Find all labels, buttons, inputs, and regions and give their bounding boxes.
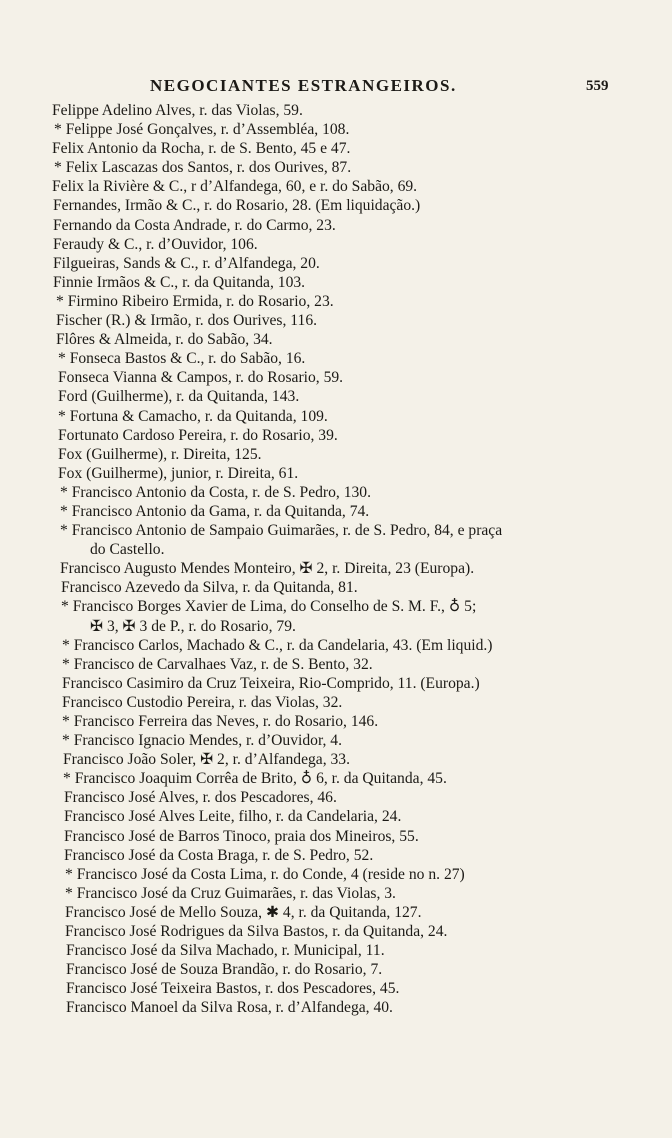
list-item: Fox (Guilherme), r. Direita, 125.	[58, 445, 262, 463]
list-item: Fonseca Vianna & Campos, r. do Rosario, 59.	[58, 369, 344, 387]
list-item: Francisco José de Souza Brandão, r. do Rosario, 7.	[66, 961, 383, 979]
list-item: Francisco Casimiro da Cruz Teixeira, Rio-Comprido, 11. (Europa.)	[62, 674, 480, 692]
list-item: * Francisco Joaquim Corrêa de Brito, ♁ 6, r. da Quitanda, 45.	[63, 770, 447, 788]
list-item: * Francisco Ferreira das Neves, r. do Rosario, 146.	[62, 713, 379, 730]
page-number: 559	[586, 78, 609, 94]
list-item: Felix Antonio da Rocha, r. de S. Bento, 45 e 47.	[52, 140, 351, 158]
list-item: Francisco Custodio Pereira, r. das Violas, 32.	[62, 693, 343, 711]
list-item: * Firmino Ribeiro Ermida, r. do Rosario, 23.	[56, 292, 334, 310]
list-item: Felippe Adelino Alves, r. das Violas, 59.	[52, 102, 303, 119]
list-item: * Felix Lascazas dos Santos, r. dos Ourives, 87.	[54, 159, 352, 177]
list-item: * Fonseca Bastos & C., r. do Sabão, 16.	[58, 350, 306, 368]
page-header	[0, 76, 672, 100]
list-item: Francisco José Alves, r. dos Pescadores, 46.	[64, 789, 337, 807]
list-item: Filgueiras, Sands & C., r. d’Alfandega, 20.	[53, 254, 320, 272]
list-item: * Francisco José da Cruz Guimarães, r. das Violas, 3.	[65, 884, 396, 902]
list-item: Ford (Guilherme), r. da Quitanda, 143.	[58, 388, 300, 406]
list-item: Francisco José Alves Leite, filho, r. da Candelaria, 24.	[64, 808, 402, 826]
list-item: * Francisco José da Costa Lima, r. do Conde, 4 (reside no n. 27)	[65, 865, 465, 883]
list-item: * Francisco Antonio de Sampaio Guimarães, r. de S. Pedro, 84, e praça	[60, 522, 503, 540]
list-item: Feraudy & C., r. d’Ouvidor, 106.	[53, 235, 258, 253]
list-item: Flôres & Almeida, r. do Sabão, 34.	[56, 331, 273, 349]
list-item: Francisco José Rodrigues da Silva Bastos, r. da Quitanda, 24.	[65, 923, 448, 941]
list-item: * Francisco Antonio da Costa, r. de S. Pedro, 130.	[60, 483, 371, 501]
list-item: Fox (Guilherme), junior, r. Direita, 61.	[58, 464, 299, 482]
list-item: Francisco Manoel da Silva Rosa, r. d’Alfandega, 40.	[66, 999, 393, 1017]
list-item: * Francisco Borges Xavier de Lima, do Conselho de S. M. F., ♁ 5;	[61, 598, 477, 616]
list-item: * Francisco Antonio da Gama, r. da Quitanda, 74.	[60, 502, 370, 520]
list-item: Fernandes, Irmão & C., r. do Rosario, 28. (Em liquidação.)	[53, 197, 421, 215]
list-item: Francisco José da Silva Machado, r. Municipal, 11.	[66, 942, 385, 960]
list-item: * Francisco Carlos, Machado & C., r. da Candelaria, 43. (Em liquid.)	[62, 636, 493, 654]
list-item: Francisco Azevedo da Silva, r. da Quitanda, 81.	[61, 579, 358, 597]
list-item: Felix la Rivière & C., r d’Alfandega, 60, e r. do Sabão, 69.	[52, 178, 418, 196]
list-item: Francisco José da Costa Braga, r. de S. Pedro, 52.	[64, 846, 374, 864]
list-item-continuation: ✠ 3, ✠ 3 de P., r. do Rosario, 79.	[90, 617, 296, 635]
list-item-continuation: do Castello.	[90, 541, 165, 559]
list-item: * Felippe José Gonçalves, r. d’Assembléa, 108.	[54, 121, 350, 139]
list-item: Francisco José Teixeira Bastos, r. dos Pescadores, 45.	[66, 980, 400, 998]
list-item: Fortunato Cardoso Pereira, r. do Rosario, 39.	[58, 426, 338, 444]
list-item: * Francisco de Carvalhaes Vaz, r. de S. Bento, 32.	[62, 655, 373, 673]
list-item: * Francisco Ignacio Mendes, r. d’Ouvidor, 4.	[62, 732, 343, 750]
list-item: Francisco José de Mello Souza, ✱ 4, r. da Quitanda, 127.	[65, 903, 422, 921]
list-item: Francisco João Soler, ✠ 2, r. d’Alfandega, 33.	[63, 751, 350, 769]
list-item: Francisco Augusto Mendes Monteiro, ✠ 2, r. Direita, 23 (Europa).	[60, 560, 475, 578]
list-item: Fernando da Costa Andrade, r. do Carmo, 23.	[53, 216, 336, 234]
list-item: Francisco José de Barros Tinoco, praia dos Mineiros, 55.	[64, 827, 419, 845]
directory-list	[0, 101, 672, 1018]
list-item: Fischer (R.) & Irmão, r. dos Ourives, 116.	[56, 312, 318, 330]
running-title: NEGOCIANTES ESTRANGEIROS.	[150, 76, 457, 95]
list-item: Finnie Irmãos & C., r. da Quitanda, 103.	[53, 273, 306, 291]
list-item: * Fortuna & Camacho, r. da Quitanda, 109.	[58, 407, 328, 425]
